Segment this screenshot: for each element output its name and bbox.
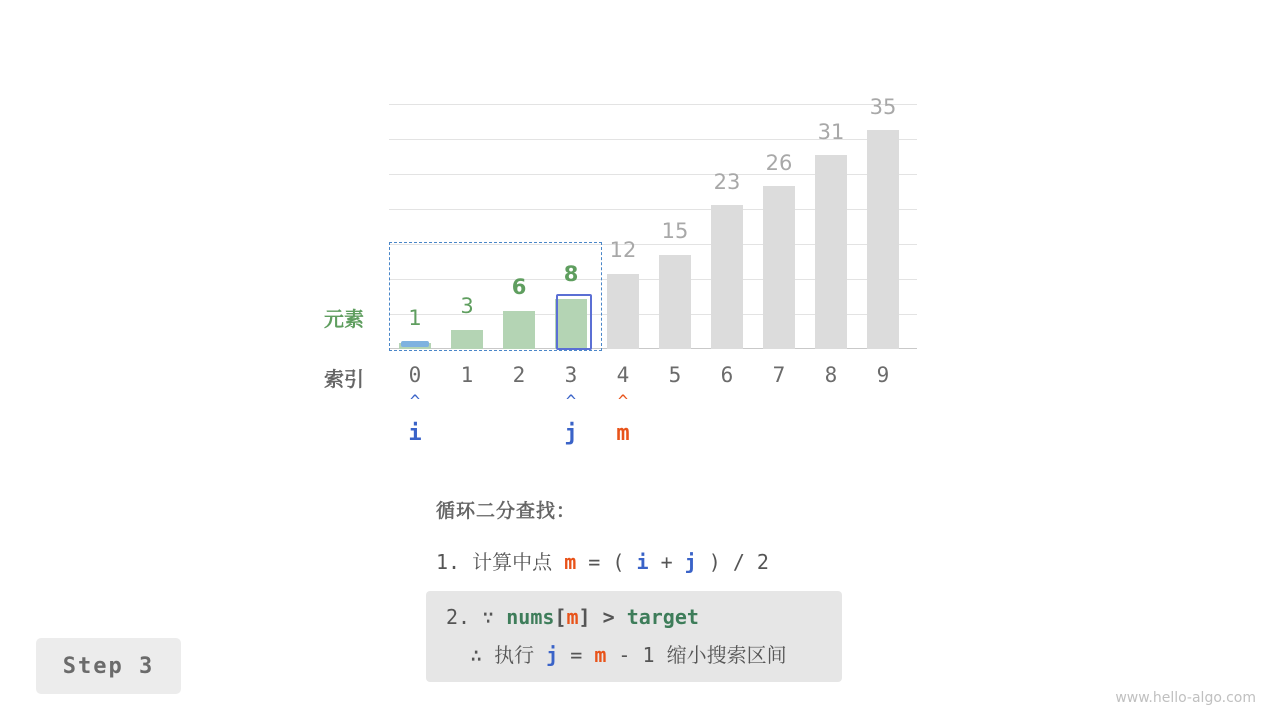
bar-label-0: 1 [408,306,422,330]
line1-token-i: i [636,550,649,574]
description-line-3 [446,639,820,668]
line1-token-m: m [564,550,577,574]
line2-number: 2. [446,605,471,629]
line3-tail: 缩小搜索区间 [666,643,787,667]
caret-j: ^ [565,392,577,412]
line3-token-j: j [546,643,559,667]
line3-exec: 执行 [494,643,535,667]
line3-equals: = [570,643,583,667]
element-row-label: 元素 [324,307,364,331]
caret-m: ^ [617,392,629,412]
line1-number: 1. [436,550,461,574]
line2-bracket-open: [ [554,605,567,629]
index-row-label: 索引 [324,367,364,391]
gridline [389,104,917,105]
index-tick-8: 8 [824,363,838,387]
description-line-1 [436,546,842,575]
index-tick-7: 7 [772,363,786,387]
caret-i: ^ [409,392,421,412]
line2-operator-gt: > [602,605,615,629]
bar-label-5: 15 [661,219,689,243]
bar-1 [451,330,483,349]
line2-token-m: m [566,605,579,629]
step-badge: Step 3 [36,638,181,694]
i-marker-bar [401,341,429,347]
index-tick-2: 2 [512,363,526,387]
line2-token-nums: nums [506,605,555,629]
description-line-2 [446,605,820,629]
line1-plus: + [660,550,673,574]
line3-token-m: m [594,643,607,667]
description-highlight-box [426,591,842,682]
pointer-label-i: i [408,421,422,446]
line3-therefore: ∴ [470,643,483,667]
bar-7 [763,186,795,349]
index-tick-9: 9 [876,363,890,387]
line1-paren-close: ) [708,550,721,574]
bar-3 [555,299,587,349]
line2-token-target: target [626,605,699,629]
bar-label-6: 23 [713,170,741,194]
index-tick-6: 6 [720,363,734,387]
bar-label-2: 6 [511,275,527,299]
line1-token-j: j [684,550,697,574]
description-block [436,496,842,682]
bar-5 [659,255,691,349]
index-tick-3: 3 [564,363,578,387]
pointer-label-j: j [564,421,578,446]
index-tick-0: 0 [408,363,422,387]
bar-label-8: 31 [817,120,845,144]
index-tick-1: 1 [460,363,474,387]
line1-divide: / 2 [732,550,769,574]
line2-because: ∵ [482,605,495,629]
index-tick-5: 5 [668,363,682,387]
line2-bracket-close: ] [578,605,591,629]
bar-8 [815,155,847,349]
bar-6 [711,205,743,349]
bar-4 [607,274,639,349]
bar-2 [503,311,535,349]
bar-label-3: 8 [563,262,579,286]
line3-minus: - [618,643,631,667]
watermark: www.hello-algo.com [1115,690,1256,706]
bar-label-1: 3 [460,294,474,318]
pointer-label-m: m [616,421,630,446]
line1-paren-open: ( [612,550,625,574]
index-tick-4: 4 [616,363,630,387]
line1-equals: = [588,550,601,574]
bar-label-7: 26 [765,151,793,175]
line3-one: 1 [642,643,655,667]
bar-chart [389,95,917,349]
bar-9 [867,130,899,349]
description-title: 循环二分查找： [436,500,577,522]
bar-label-4: 12 [609,238,637,262]
line1-text: 计算中点 [472,550,553,574]
bar-label-9: 35 [869,95,897,119]
